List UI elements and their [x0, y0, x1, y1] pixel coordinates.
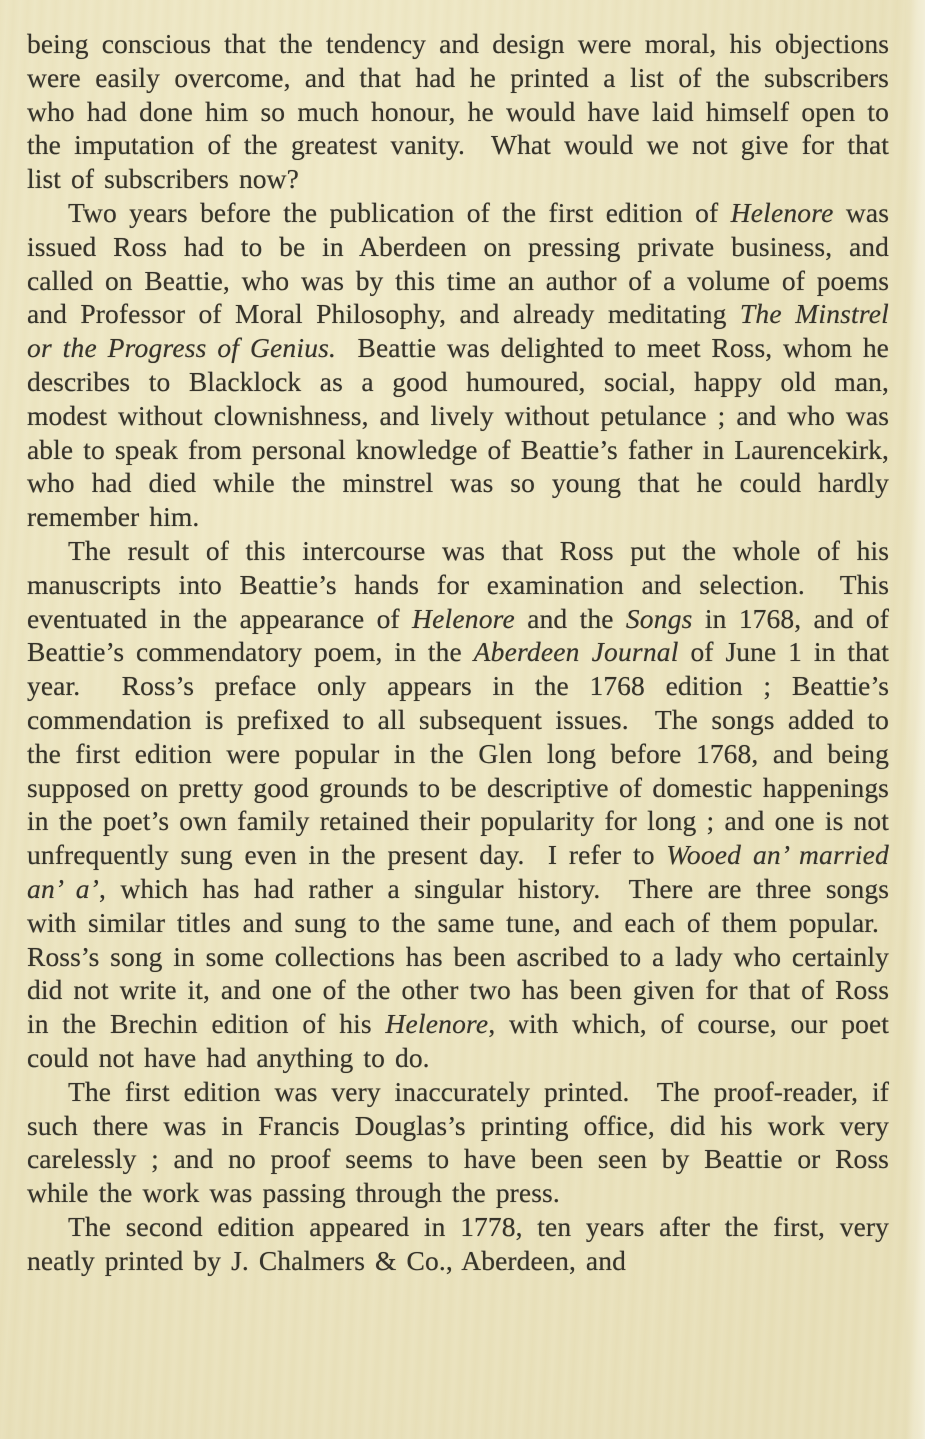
paragraph-1 [27, 27, 889, 196]
text-run: Beattie was delighted to meet Ross, whom he describes to Blacklock as a good humoured, social, happy old man, modest without clownishness, and lively without petulance ; and who was able to speak from personal knowledge of Beattie’s father in Laurencekirk, who had died while the minstrel was so young that he could hardly remember him. [27, 332, 889, 533]
text-run: The second edition appeared in 1778, ten years after the first, very neatly printed by J. Chalmers & Co., Aberdeen, and [27, 1210, 889, 1276]
paragraph-4 [27, 1075, 889, 1210]
italic-text-run: Wooed an’ married an’ a’ [27, 839, 889, 904]
text-run: being conscious that the tendency and design were moral, his objections were easily overcome, and that had he printed a list of the subscribers who had done him so much honour, he would have laid himself open to the imputation of the greatest vanity. What would we not give for that list of subscribers now? [27, 28, 889, 195]
text-run: was issued Ross had to be in Aberdeen on pressing private business, and called on Beattie, who was by this time an author of a volume of poems and Professor of Moral Philosophy, and already meditating [27, 196, 889, 330]
italic-text-run: Helenore [730, 196, 834, 228]
text-run: in 1768, and of Beattie’s commendatory poem, in the [27, 602, 889, 668]
italic-text-run: Songs [625, 602, 693, 634]
text-run: The result of this intercourse was that Ross put the whole of his manuscripts into Beattie’s hands for examination and selection. This eventuated in the appearance of [27, 534, 889, 634]
italic-text-run: The Minstrel or the Progress of Genius. [27, 298, 890, 364]
text-run: Two years before the publication of the first edition of [68, 196, 731, 228]
text-run: , which has had rather a singular history. There are three songs with similar titles and sung to the same tune, and each of them popular. Ross’s song in some collections has been ascribed to a lady who certainly did not write it, and one of the other two has been given for that of Ross in the Brechin edition of his [27, 872, 889, 1040]
italic-text-run: Aberdeen Journal [473, 636, 679, 668]
italic-text-run: Helenore [385, 1008, 489, 1040]
text-run: The first edition was very inaccurately printed. The proof-reader, if such there was in Francis Douglas’s printing office, did his work very carelessly ; and no proof seems to have been seen by Beattie or Ross while the work was passing through the press. [27, 1075, 889, 1209]
text-run: and the [514, 602, 626, 634]
text-run: of June 1 in that year. Ross’s preface only appears in the 1768 edition ; Beattie’s commendation is prefixed to all subsequent issues. The songs added to the first edition were popular in the Glen long before 1768, and being supposed on pretty good grounds to be descriptive of domestic happenings in the poet’s own family retained their popularity for long ; and one is not unfrequently sung even in the present day. I refer to [27, 636, 889, 871]
italic-text-run: Helenore [412, 602, 515, 634]
paragraph-3 [27, 534, 889, 1075]
paragraph-2 [27, 196, 889, 534]
text-run: , with which, of course, our poet could not have had anything to do. [27, 1008, 889, 1073]
page-text [27, 27, 889, 1277]
paragraph-5 [27, 1210, 889, 1278]
